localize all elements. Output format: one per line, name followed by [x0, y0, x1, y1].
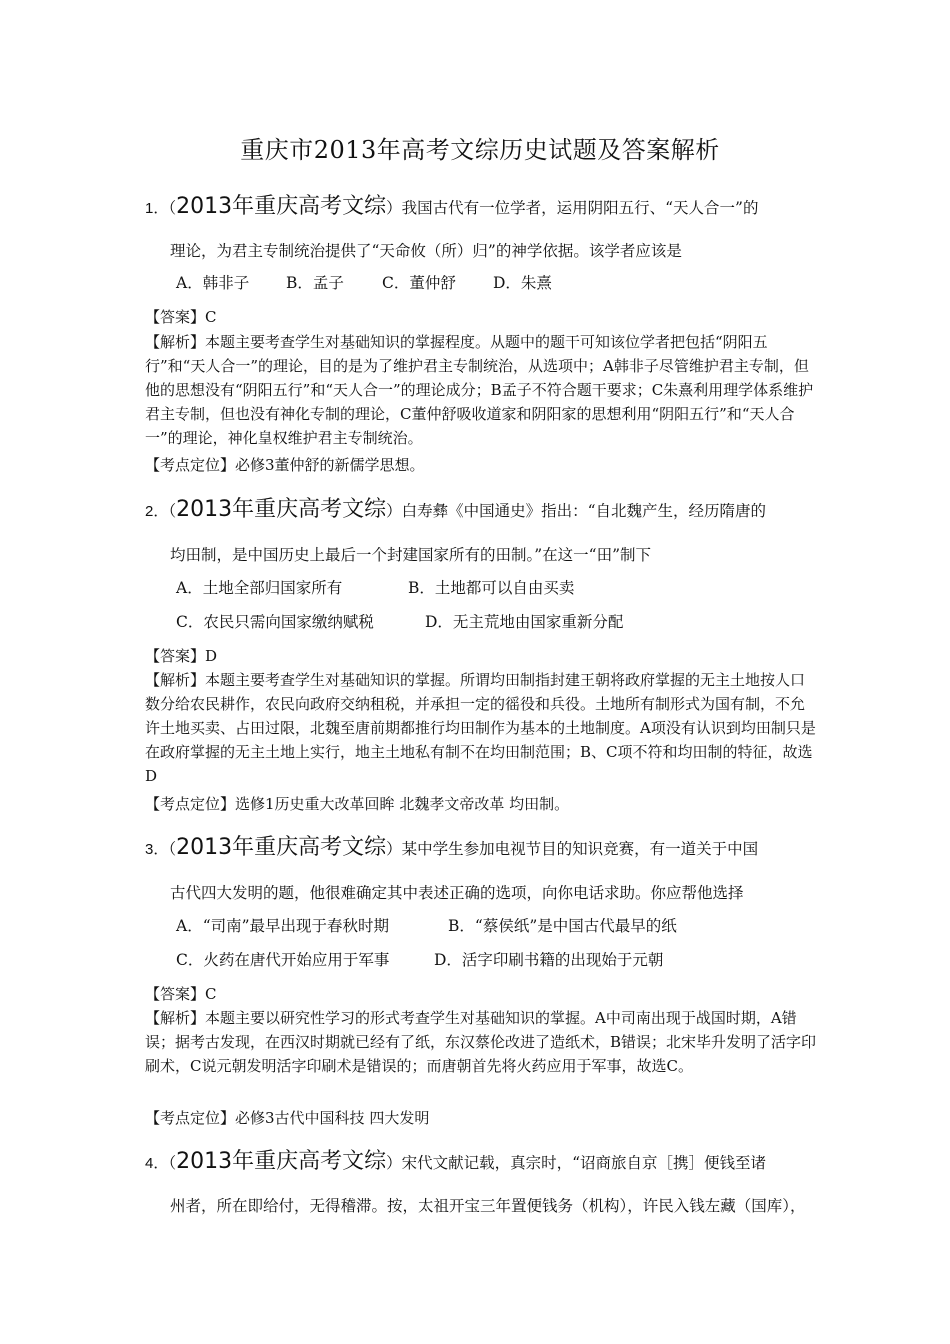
option-a: A．土地全部归国家所有 [176, 579, 343, 597]
option-b: B．土地都可以自由买卖 [408, 579, 575, 597]
question-text: 某中学生参加电视节目的知识竞赛，有一道关于中国 [401, 840, 759, 858]
page-title: 重庆市2013年高考文综历史试题及答案解析 [240, 136, 720, 164]
option-c: C．火药在唐代开始应用于军事 [176, 951, 390, 969]
option-a: A．韩非子 [176, 274, 250, 292]
question-3-stem: 3．（2013年重庆高考文综）某中学生参加电视节目的知识竞赛，有一道关于中国 [145, 835, 759, 860]
question-source: 2013年重庆高考文综 [176, 194, 387, 219]
question-4-stem-continued: 州者，所在即给付，无得稽滞。按，太祖开宝三年置便钱务（机构），许民入钱左藏（国库）， [170, 1197, 806, 1215]
question-source: 2013年重庆高考文综 [176, 497, 387, 522]
question-text: 我国古代有一位学者，运用阴阳五行、“天人合一”的 [401, 199, 759, 217]
question-text: 白寿彝《中国通史》指出：“自北魏产生，经历隋唐的 [401, 502, 767, 520]
question-source: 2013年重庆高考文综 [176, 835, 387, 860]
option-a: A．“司南”最早出现于春秋时期 [176, 917, 390, 935]
kaodian: 【考点定位】必修3董仲舒的新儒学思想。 [145, 456, 425, 474]
option-b: B．“蔡侯纸”是中国古代最早的纸 [448, 917, 677, 935]
kaodian: 【考点定位】必修3古代中国科技 四大发明 [145, 1109, 430, 1127]
question-text: 宋代文献记载，真宗时，“诏商旅自京［携］便钱至诸 [401, 1154, 767, 1172]
option-c: C．农民只需向国家缴纳赋税 [176, 613, 374, 631]
question-2-stem: 2．（2013年重庆高考文综）白寿彝《中国通史》指出：“自北魏产生，经历隋唐的 [145, 497, 767, 522]
question-3-stem-continued: 古代四大发明的题，他很难确定其中表述正确的选项，向你电话求助。你应帮他选择 [170, 884, 744, 902]
answer: 【答案】C [145, 308, 217, 326]
option-b: B．孟子 [286, 274, 344, 292]
answer: 【答案】D [145, 647, 218, 665]
question-number: 1． [145, 200, 169, 217]
question-number: 2． [145, 503, 169, 520]
kaodian: 【考点定位】选修1历史重大改革回眸 北魏孝文帝改革 均田制。 [145, 795, 570, 813]
question-1-stem-continued: 理论，为君主专制统治提供了“天命攸（所）归”的神学依据。该学者应该是 [170, 242, 682, 260]
analysis: 【解析】本题主要以研究性学习的形式考查学生对基础知识的掌握。A中司南出现于战国时期，A错误；据考古发现，在西汉时期就已经有了纸，东汉蔡伦改进了造纸术，B错误；北宋毕升发明了活字印刷术，C说元朝发明活字印刷术是错误的；而唐朝首先将火药应用于军事，故选C。 [145, 1009, 817, 1075]
option-c: C．董仲舒 [382, 274, 456, 292]
option-d: D．朱熹 [493, 274, 552, 292]
question-number: 4． [145, 1155, 169, 1172]
analysis: 【解析】本题主要考查学生对基础知识的掌握程度。从题中的题干可知该位学者把包括“阴阳五行”和“天人合一”的理论，目的是为了维护君主专制统治，从选项中；A韩非子尽管维护君主专制，但他的思想没有“阴阳五行”和“天人合一”的理论成分；B孟子不符合题干要求；C朱熹利用理学体系维护君主专制，但也没有神化专制的理论，C董仲舒吸收道家和阴阳家的思想利用“阴阳五行”和“天人合一”的理论，神化皇权维护君主专制统治。 [145, 333, 814, 447]
question-1-stem: 1．（2013年重庆高考文综）我国古代有一位学者，运用阴阳五行、“天人合一”的 [145, 194, 759, 219]
analysis: 【解析】本题主要考查学生对基础知识的掌握。所谓均田制指封建王朝将政府掌握的无主土地按人口数分给农民耕作，农民向政府交纳租税，并承担一定的徭役和兵役。土地所有制形式为国有制，不允许土地买卖、占田过限，北魏至唐前期都推行均田制作为基本的土地制度。A项没有认识到均田制只是在政府掌握的无主土地上实行，地主土地私有制不在均田制范围；B、C项不符和均田制的特征，故选D [145, 671, 816, 785]
answer: 【答案】C [145, 985, 217, 1003]
question-4-stem: 4．（2013年重庆高考文综）宋代文献记载，真宗时，“诏商旅自京［携］便钱至诸 [145, 1149, 767, 1174]
option-d: D．无主荒地由国家重新分配 [425, 613, 624, 631]
question-source: 2013年重庆高考文综 [176, 1149, 387, 1174]
option-d: D．活字印刷书籍的出现始于元朝 [434, 951, 664, 969]
question-2-stem-continued: 均田制，是中国历史上最后一个封建国家所有的田制。”在这一“田”制下 [170, 546, 652, 564]
question-number: 3． [145, 841, 169, 858]
